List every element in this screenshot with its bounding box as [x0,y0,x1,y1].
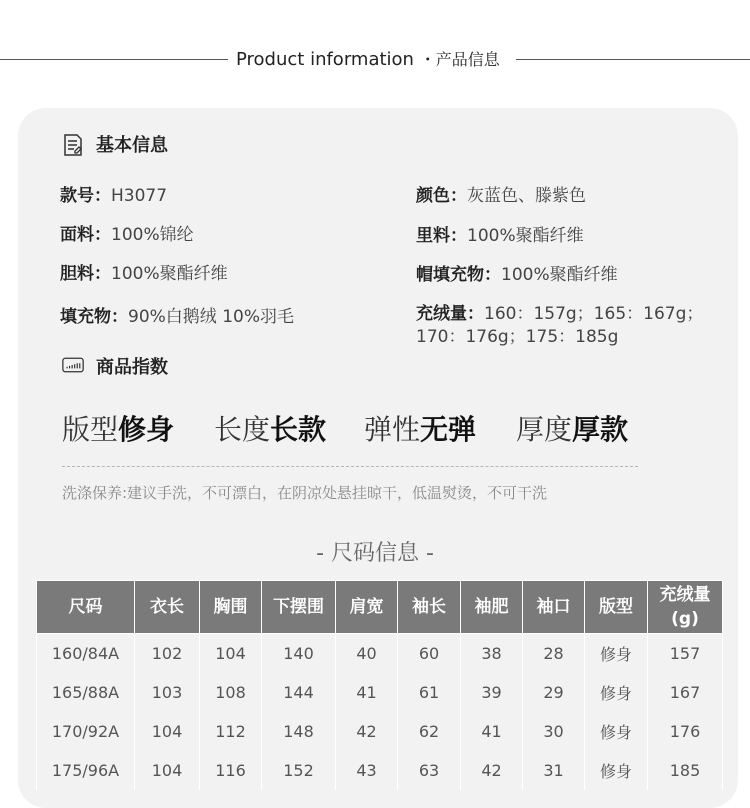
table-cell: 63 [398,751,461,790]
field-label: 充绒量： [416,304,484,324]
col-header: 袖肥 [461,581,523,634]
field-value: 170：176g；175：185g [416,327,619,347]
table-row [37,634,723,674]
field-label: 填充物： [60,307,128,327]
table-cell: 116 [200,751,262,790]
header-rule-left [0,59,228,60]
field-value: 100%聚酯纤维 [467,226,584,246]
table-cell: 175/96A [37,751,135,790]
col-header: 袖口 [523,581,585,634]
table-cell: 38 [461,634,523,674]
field-fabric [60,220,194,245]
index-value: 长款 [270,413,327,446]
table-cell: 42 [336,712,398,751]
index-fit [62,408,174,448]
field-value: H3077 [111,186,168,206]
table-cell: 102 [135,634,200,674]
header-rule-right [516,59,750,60]
size-table-header [37,581,723,634]
index-value: 厚款 [572,413,629,446]
index-thickness [516,408,628,448]
document-icon [62,133,84,155]
table-cell: 108 [200,673,262,712]
field-down-weight-line2 [416,322,618,347]
table-cell: 29 [523,673,585,712]
table-cell: 144 [262,673,336,712]
product-index-heading [62,353,168,379]
care-instructions: 洗涤保养:建议手洗，不可漂白，在阴凉处悬挂晾干，低温熨烫，不可干洗 [62,484,548,502]
field-style-no [60,181,167,206]
table-cell: 62 [398,712,461,751]
table-cell: 170/92A [37,712,135,751]
table-cell: 104 [200,634,262,674]
index-elasticity [364,408,476,448]
field-value: 灰蓝色、滕紫色 [467,186,586,206]
table-cell: 42 [461,751,523,790]
field-value: 160：157g；165：167g； [484,304,704,324]
index-length [214,408,326,448]
table-cell: 148 [262,712,336,751]
field-inner [60,259,228,284]
col-header: 肩宽 [336,581,398,634]
col-header: 袖长 [398,581,461,634]
table-row [37,751,723,790]
field-label: 面料： [60,225,111,245]
col-header: 下摆围 [262,581,336,634]
col-header-line1: 充绒量 [659,585,711,605]
table-cell: 39 [461,673,523,712]
basic-info-label: 基本信息 [96,135,168,156]
table-cell: 修身 [585,634,648,674]
bar-meter-icon [62,355,84,377]
table-cell: 103 [135,673,200,712]
table-cell: 176 [648,712,723,751]
table-cell: 167 [648,673,723,712]
field-hood-filling [416,260,618,285]
table-row [37,712,723,751]
table-cell: 61 [398,673,461,712]
table-cell: 157 [648,634,723,674]
size-table [36,580,723,790]
table-cell: 140 [262,634,336,674]
table-cell: 40 [336,634,398,674]
col-header: 胸围 [200,581,262,634]
field-down-weight [416,299,703,324]
size-table-body [37,634,723,791]
table-cell: 41 [461,712,523,751]
field-label: 里料： [416,226,467,246]
table-cell: 152 [262,751,336,790]
index-label: 厚度 [516,413,573,446]
section-header [0,44,750,74]
field-label: 颜色： [416,186,467,206]
col-header: 尺码 [37,581,135,634]
index-label: 版型 [62,413,119,446]
field-lining [416,221,584,246]
col-header: 衣长 [135,581,200,634]
basic-info-heading [62,131,168,157]
table-cell: 165/88A [37,673,135,712]
index-label: 弹性 [364,413,421,446]
table-cell: 修身 [585,751,648,790]
index-value: 修身 [118,413,175,446]
field-value: 100%聚酯纤维 [501,265,618,285]
table-cell: 修身 [585,673,648,712]
table-cell: 60 [398,634,461,674]
field-value: 100%锦纶 [111,225,194,245]
table-cell: 160/84A [37,634,135,674]
size-info-title: - 尺码信息 - [316,541,434,566]
index-label: 长度 [214,413,271,446]
header-title-en: Product information [236,49,414,70]
table-row [37,673,723,712]
field-value: 90%白鹅绒 10%羽毛 [128,307,294,327]
table-cell: 104 [135,751,200,790]
col-header [648,581,723,634]
table-cell: 31 [523,751,585,790]
field-label: 帽填充物： [416,265,501,285]
table-cell: 43 [336,751,398,790]
table-cell: 30 [523,712,585,751]
header-title [236,47,500,70]
field-value: 100%聚酯纤维 [111,264,228,284]
field-label: 胆料： [60,264,111,284]
col-header: 版型 [585,581,648,634]
header-title-cn: ・产品信息 [419,50,500,69]
table-cell: 28 [523,634,585,674]
dashed-divider [62,466,638,467]
table-cell: 修身 [585,712,648,751]
index-value: 无弹 [420,413,477,446]
table-cell: 104 [135,712,200,751]
table-cell: 112 [200,712,262,751]
col-header-line2: (g) [671,609,699,629]
product-index-label: 商品指数 [96,357,168,378]
table-cell: 41 [336,673,398,712]
table-cell: 185 [648,751,723,790]
field-filling [60,302,294,327]
field-color [416,181,586,206]
field-label: 款号： [60,186,111,206]
